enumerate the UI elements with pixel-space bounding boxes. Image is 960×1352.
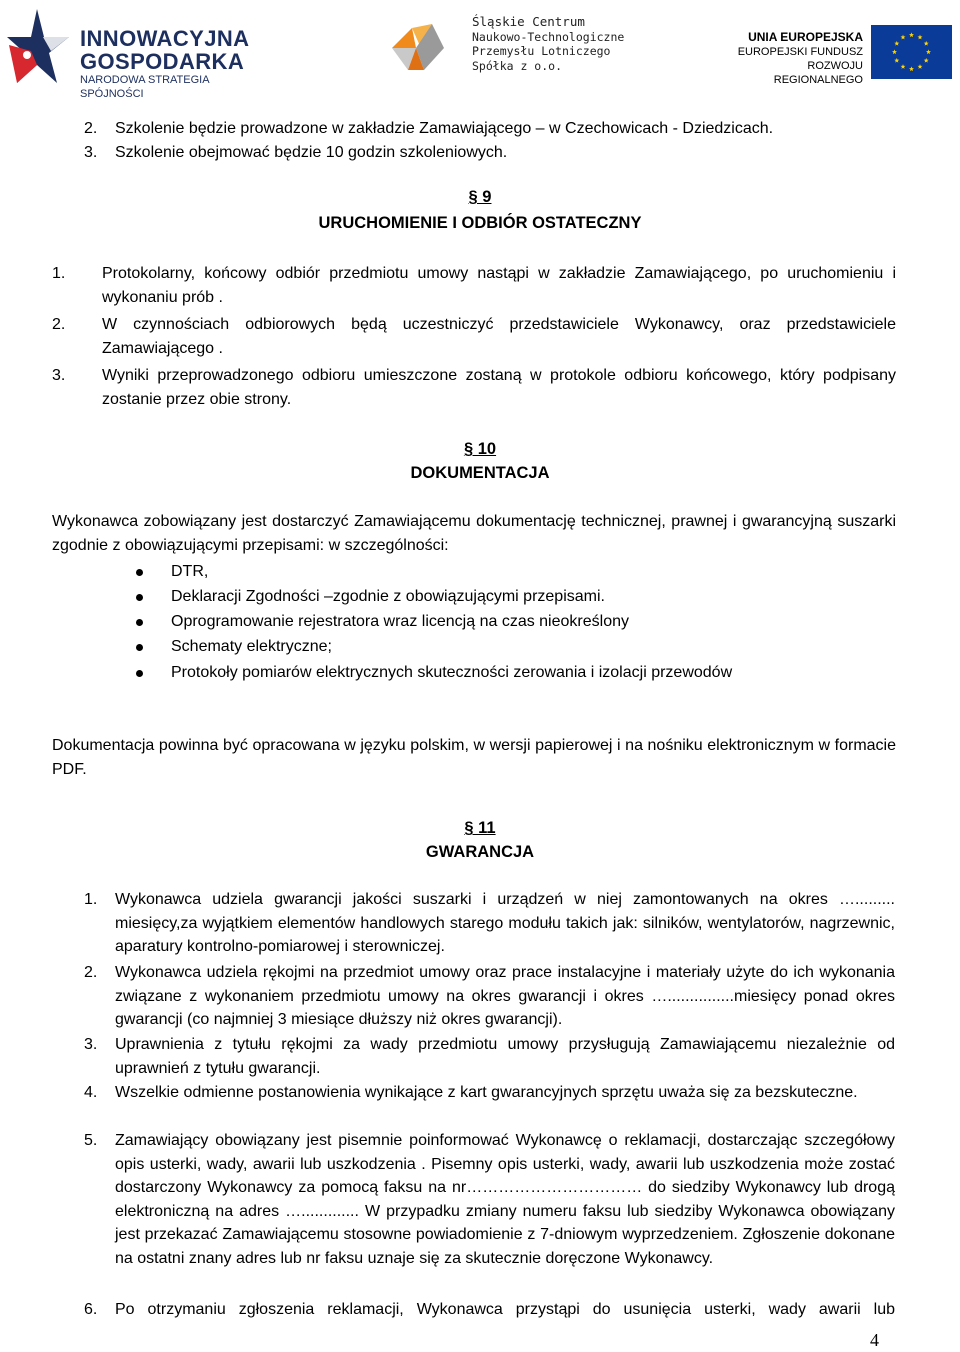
list-item-number: 3. bbox=[84, 1036, 98, 1053]
list-item-number: 3. bbox=[84, 144, 98, 161]
bullet-icon bbox=[136, 670, 143, 677]
list-item bbox=[84, 1033, 896, 1081]
bullet-icon bbox=[136, 644, 143, 651]
scntpl-logo bbox=[386, 15, 656, 85]
section-9-paragraph bbox=[0, 185, 960, 210]
list-item-number: 2. bbox=[84, 964, 98, 981]
section-10-intro: Wykonawca zobowiązany jest dostarczyć Zamawiającemu dokumentację technicznej, prawnej i gwarancyjną suszarki zgodnie z obowiązującymi przepisami: w szczególności: bbox=[52, 513, 896, 554]
list-item-text: Szkolenie obejmować będzie 10 godzin szkoleniowych. bbox=[115, 144, 508, 161]
section-10-number: § 10 bbox=[463, 440, 497, 458]
star-logo-icon bbox=[7, 7, 71, 87]
logo-left-line2: GOSPODARKA bbox=[80, 49, 245, 74]
list-item bbox=[52, 364, 896, 412]
list-item bbox=[84, 961, 896, 1033]
section-11-number: § 11 bbox=[464, 819, 496, 837]
section-9-number: § 9 bbox=[468, 188, 492, 206]
list-item-number: 4. bbox=[84, 1084, 98, 1101]
bullet-text: Protokoły pomiarów elektrycznych skuteczności zerowania i izolacji przewodów bbox=[171, 664, 733, 681]
list-item-number: 5. bbox=[84, 1132, 98, 1149]
list-item bbox=[84, 1298, 896, 1322]
list-item-number: 6. bbox=[84, 1301, 98, 1318]
section-10-title: DOKUMENTACJA bbox=[410, 464, 550, 482]
bullet-text: Oprogramowanie rejestratora wraz licencją na czas nieokreślony bbox=[171, 613, 629, 630]
innowacyjna-gospodarka-logo bbox=[5, 5, 267, 100]
eu-logo bbox=[724, 25, 957, 86]
bullet-text: DTR, bbox=[171, 563, 209, 580]
list-item-number: 1. bbox=[52, 265, 66, 282]
list-item-number: 1. bbox=[84, 891, 98, 908]
list-item bbox=[84, 888, 896, 960]
list-item bbox=[84, 141, 896, 165]
list-item-text: Szkolenie będzie prowadzone w zakładzie Zamawiającego – w Czechowicach - Dziedzicach. bbox=[115, 120, 774, 137]
list-item-number: 2. bbox=[84, 120, 98, 137]
page-number: 4 bbox=[870, 1330, 879, 1350]
logo-left-line3: NARODOWA STRATEGIA SPÓJNOŚCI bbox=[80, 74, 209, 100]
logo-right-line2: EUROPEJSKI FUNDUSZ bbox=[737, 46, 863, 58]
eu-flag-icon bbox=[871, 25, 952, 79]
list-item bbox=[52, 262, 896, 310]
logo-center-line4: Spółka z o.o. bbox=[472, 58, 563, 73]
logo-center-line3: Przemysłu Lotniczego bbox=[472, 44, 611, 58]
logo-right-line3: ROZWOJU REGIONALNEGO bbox=[773, 60, 863, 86]
list-item-number: 2. bbox=[52, 316, 66, 333]
logo-left-line1: INNOWACYJNA bbox=[80, 26, 250, 51]
bullet-text: Schematy elektryczne; bbox=[171, 638, 332, 655]
list-item bbox=[52, 313, 896, 361]
section-9-title: URUCHOMIENIE I ODBIÓR OSTATECZNY bbox=[318, 214, 642, 232]
page-header bbox=[0, 0, 960, 100]
diamond-logo-icon bbox=[386, 20, 450, 76]
list-item bbox=[84, 117, 896, 141]
list-item-text: Wykonawca udziela rękojmi na przedmiot umowy oraz prace instalacyjne i materiały użyte do ich wykonania związane z wykonaniem przedmiotu umowy na okres gwarancji i okres …...............miesięcy ponad okres gwarancji (co najmniej 3 miesiące dłuższy niż okres gwarancji). bbox=[115, 964, 895, 1028]
list-item-text: Wszelkie odmienne postanowienia wynikające z kart gwarancyjnych sprzętu uważa się za bezskuteczne. bbox=[115, 1084, 858, 1101]
bullet-text: Deklaracji Zgodności –zgodnie z obowiązującymi przepisami. bbox=[171, 588, 605, 605]
logo-right-line1: UNIA EUROPEJSKA bbox=[748, 30, 863, 44]
list-item-number: 3. bbox=[52, 367, 66, 384]
list-item-text: Po otrzymaniu zgłoszenia reklamacji, Wykonawca przystąpi do usunięcia usterki, wady awarii lub bbox=[115, 1301, 895, 1318]
section-10-paragraph bbox=[0, 437, 960, 462]
list-item-text: Wykonawca udziela gwarancji jakości suszarki i urządzeń w niej zamontowanych na okres …......... miesięcy,za wyjątkiem elementów handlowych starego modułu takich jak: silników, wentylatorów, nagrzewnic, aparatury kontrolno-pomiarowej i sterowniczej. bbox=[115, 891, 895, 955]
list-item-text: W czynnościach odbiorowych będą uczestniczyć przedstawiciele Wykonawcy, oraz przedstawiciele Zamawiającego . bbox=[102, 316, 896, 357]
logo-center-line1: Śląskie Centrum bbox=[472, 14, 585, 29]
section-11-paragraph bbox=[0, 816, 960, 841]
list-item bbox=[84, 1081, 896, 1129]
bullet-icon bbox=[136, 569, 143, 576]
list-item-text: Protokolarny, końcowy odbiór przedmiotu umowy nastąpi w zakładzie Zamawiającego, po uruchomieniu i wykonaniu prób . bbox=[102, 265, 896, 306]
section-10-closing: Dokumentacja powinna być opracowana w języku polskim, w wersji papierowej i na nośniku elektronicznym w formacie PDF. bbox=[52, 737, 896, 778]
section-11-title: GWARANCJA bbox=[425, 843, 535, 861]
list-item-text: Wyniki przeprowadzonego odbioru umieszczone zostaną w protokole odbioru końcowego, który podpisany zostanie przez obie strony. bbox=[102, 367, 896, 408]
list-item bbox=[84, 1129, 896, 1297]
list-item-text: Uprawnienia z tytułu rękojmi za wady przedmiotu umowy przysługują Zamawiającemu niezależnie od uprawnień z tytułu gwarancji. bbox=[115, 1036, 895, 1077]
bullet-icon bbox=[136, 619, 143, 626]
list-item-text: Zamawiający obowiązany jest pisemnie poinformować Wykonawcę o reklamacji, dostarczając szczegółowy opis usterki, wady, awarii lub uszkodzenia . Pisemny opis usterki, wady, awarii lub uszkodzenia może zostać dostarczony Wykonawcy za pomocą faksu na nr…………………………… do siedziby Wykonawcy lub drogą elektroniczną na adres …............. W przypadku zmiany numeru faksu lub siedziby Wykonawca obowiązany jest przekazać Zamawiającemu stosowne powiadomienie z 7-dniowym wyprzedzeniem. Zgłoszenie dokonane na ostatni znany adres lub nr faksu uznaje się za skutecznie doręczone Wykonawcy. bbox=[115, 1132, 895, 1267]
bullet-icon bbox=[136, 594, 143, 601]
logo-center-line2: Naukowo-Technologiczne bbox=[472, 29, 625, 44]
